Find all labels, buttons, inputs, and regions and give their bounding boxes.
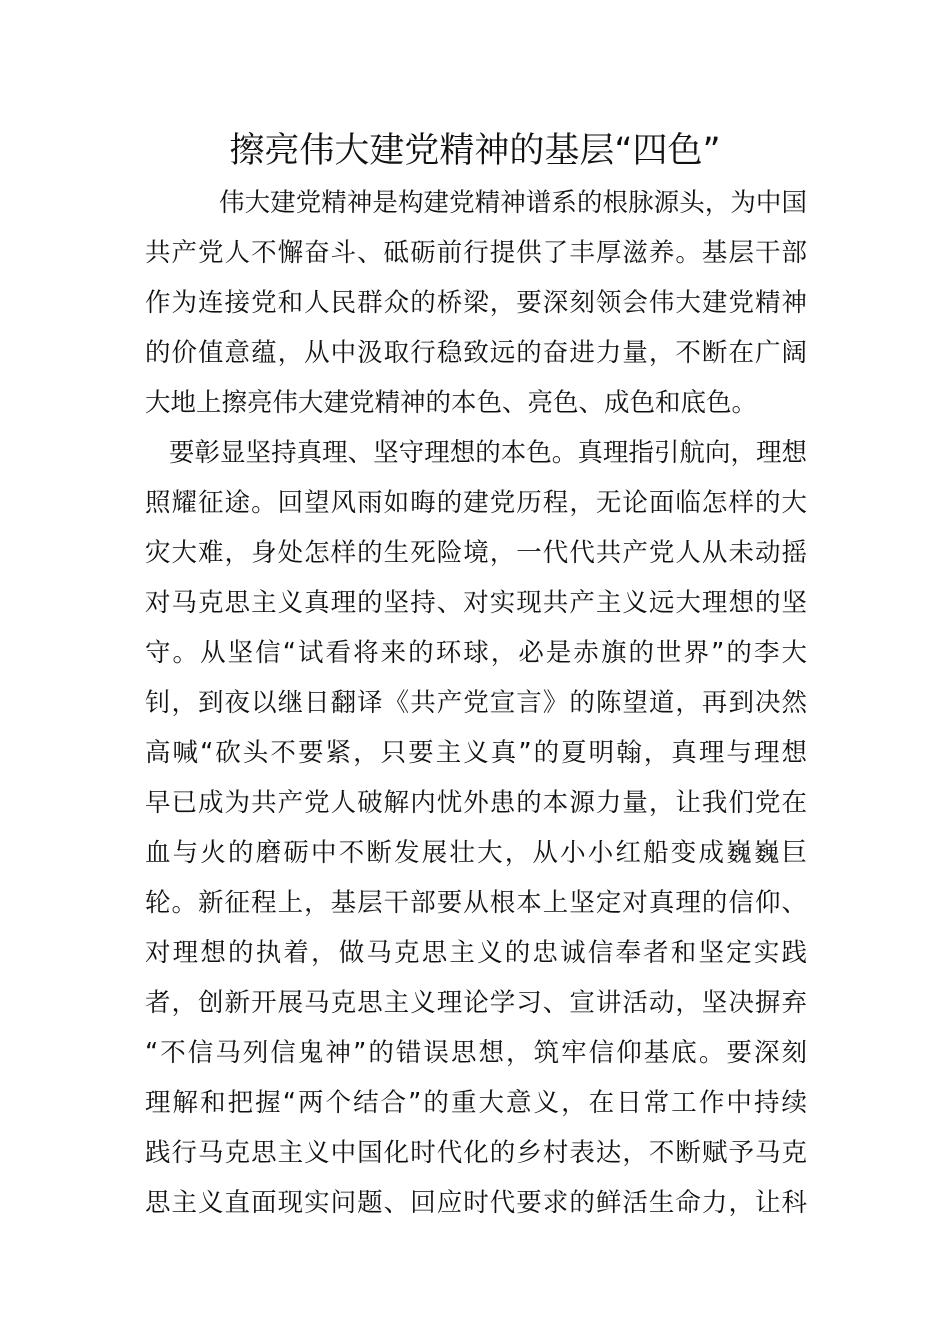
text-line: 共产党人不懈奋斗、砥砺前行提供了丰厚滋养。基层干部 <box>145 238 807 268</box>
document-body <box>145 178 807 1228</box>
document-title: 擦亮伟大建党精神的基层“四色” <box>229 131 721 171</box>
paragraph-2 <box>145 428 807 1228</box>
text-line: 践行马克思主义中国化时代化的乡村表达，不断赋予马克 <box>145 1138 807 1168</box>
text-line: “不信马列信鬼神”的错误思想，筑牢信仰基底。要深刻 <box>145 1038 807 1068</box>
paragraph-1 <box>145 178 807 428</box>
text-line: 理解和把握“两个结合”的重大意义，在日常工作中持续 <box>145 1088 807 1118</box>
text-line: 灾大难，身处怎样的生死险境，一代代共产党人从未动摇 <box>145 538 807 568</box>
text-line: 思主义直面现实问题、回应时代要求的鲜活生命力，让科 <box>145 1188 807 1218</box>
text-line: 守。从坚信“试看将来的环球，必是赤旗的世界”的李大 <box>145 638 807 668</box>
text-line: 对马克思主义真理的坚持、对实现共产主义远大理想的坚 <box>145 588 807 618</box>
text-line: 血与火的磨砺中不断发展壮大，从小小红船变成巍巍巨 <box>145 838 807 868</box>
text-line: 早已成为共产党人破解内忧外患的本源力量，让我们党在 <box>145 788 807 818</box>
text-line: 的价值意蕴，从中汲取行稳致远的奋进力量，不断在广阔 <box>145 338 807 368</box>
text-line: 伟大建党精神是构建党精神谱系的根脉源头，为中国 <box>219 188 807 218</box>
text-line: 高喊“砍头不要紧，只要主义真”的夏明翰，真理与理想 <box>145 738 807 768</box>
text-line: 照耀征途。回望风雨如晦的建党历程，无论面临怎样的大 <box>145 488 807 518</box>
text-line: 者，创新开展马克思主义理论学习、宣讲活动，坚决摒弃 <box>145 988 807 1018</box>
text-line: 作为连接党和人民群众的桥梁，要深刻领会伟大建党精神 <box>145 288 807 318</box>
text-line: 轮。新征程上，基层干部要从根本上坚定对真理的信仰、 <box>145 888 807 918</box>
text-line: 钊，到夜以继日翻译《共产党宣言》的陈望道，再到决然 <box>145 688 807 718</box>
text-line: 要彰显坚持真理、坚守理想的本色。真理指引航向，理想 <box>169 438 807 468</box>
text-line: 对理想的执着，做马克思主义的忠诚信奉者和坚定实践 <box>145 938 807 968</box>
text-line: 大地上擦亮伟大建党精神的本色、亮色、成色和底色。 <box>145 388 758 418</box>
